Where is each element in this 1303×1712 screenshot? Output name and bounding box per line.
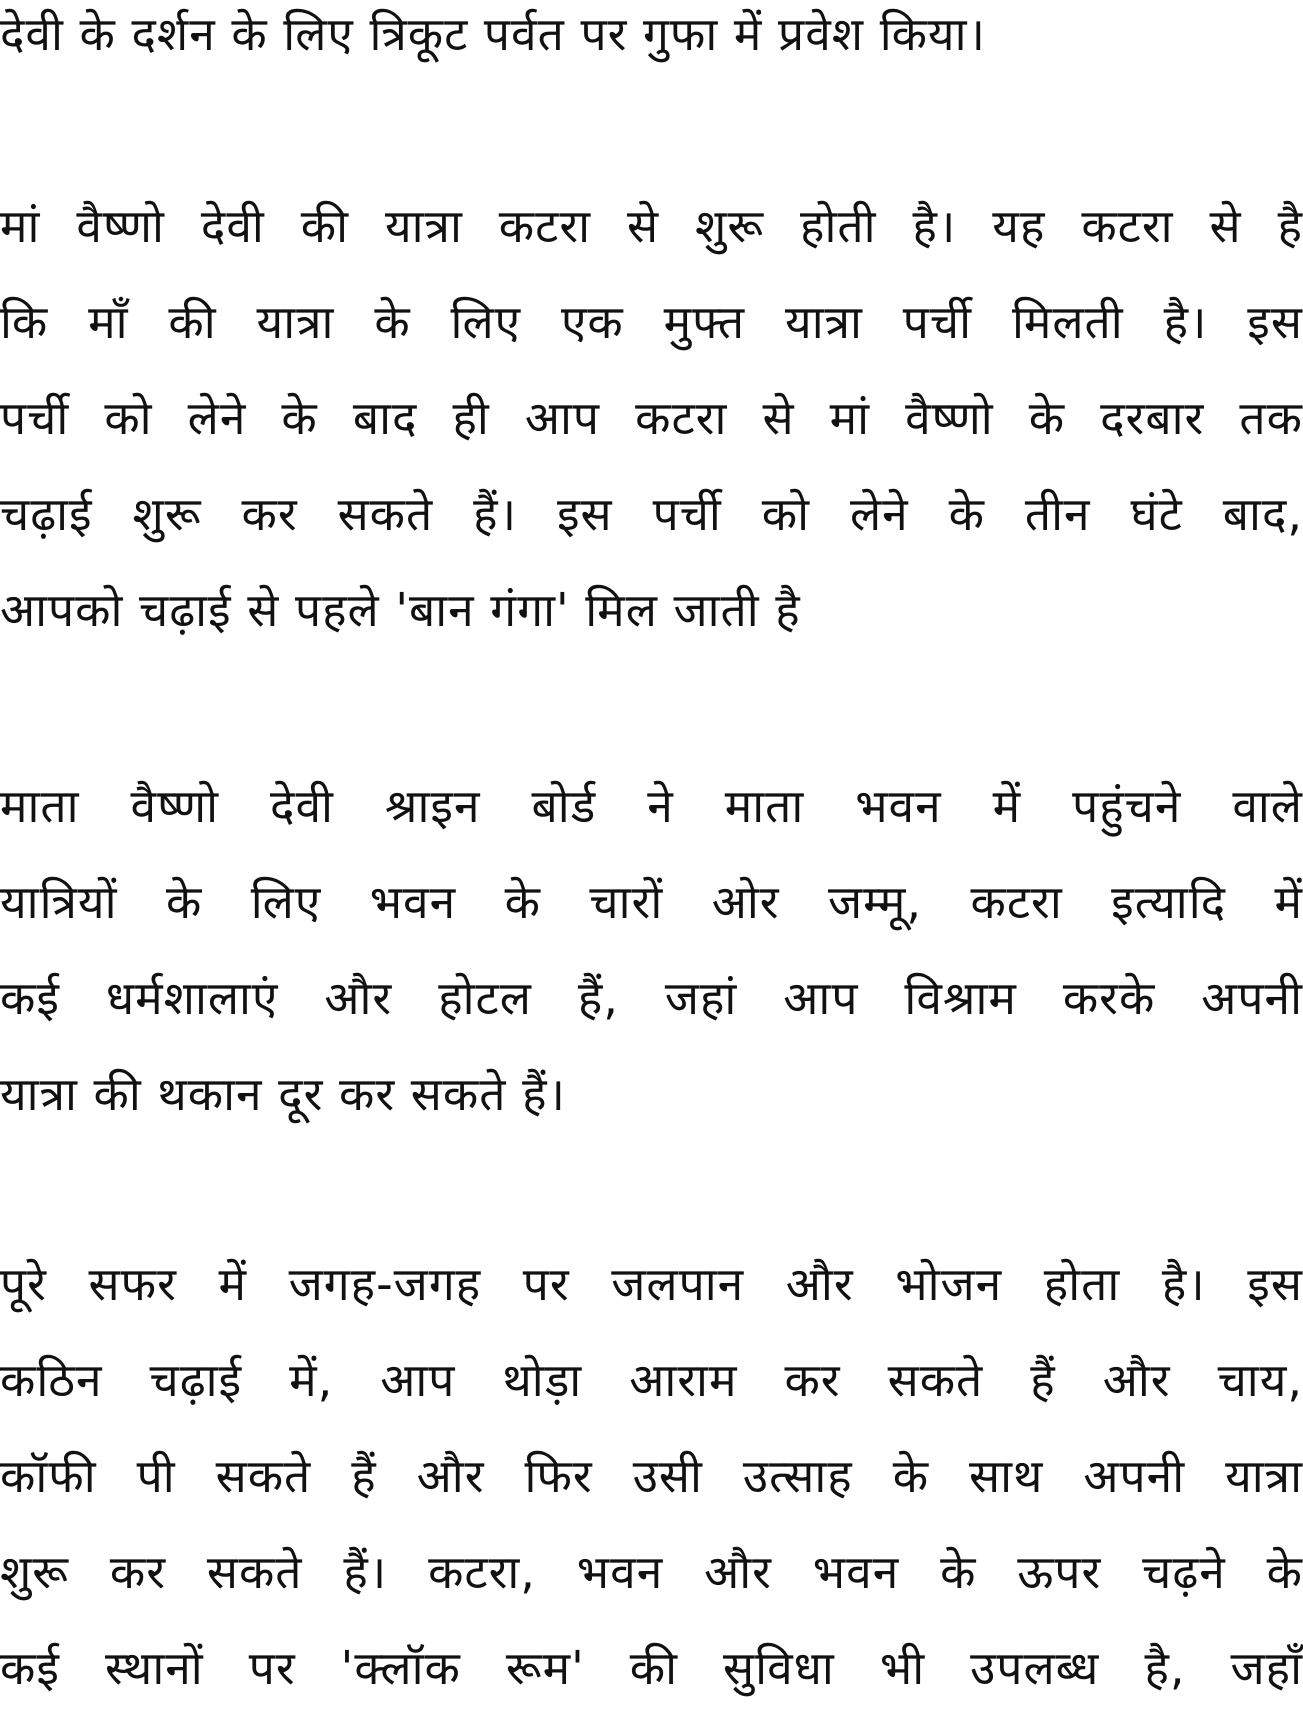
paragraph-shrine-board <box>0 758 1303 1142</box>
text-line: मां वैष्णो देवी की यात्रा कटरा से शुरू होती है। यह कटरा से है <box>0 199 1303 253</box>
text-line: यात्रियों के लिए भवन के चारों ओर जम्मू, कटरा इत्यादि में <box>0 875 1303 929</box>
text-line: पर्ची को लेने के बाद ही आप कटरा से मां वैष्णो के दरबार तक <box>0 391 1303 445</box>
paragraph-katra-start <box>0 178 1303 658</box>
paragraph-cave-entry <box>0 0 1303 82</box>
text-line: आपको चढ़ाई से पहले 'बान गंगा' मिल जाती है <box>0 583 801 637</box>
text-line: कि माँ की यात्रा के लिए एक मुफ्त यात्रा पर्ची मिलती है। इस <box>0 295 1303 349</box>
text-line: कॉफी पी सकते हैं और फिर उसी उत्साह के साथ अपनी यात्रा <box>0 1449 1303 1503</box>
text-line: कई स्थानों पर 'क्लॉक रूम' की सुविधा भी उपलब्ध है, जहाँ <box>0 1641 1303 1695</box>
text-line: पूरे सफर में जगह-जगह पर जलपान और भोजन होता है। इस <box>0 1257 1303 1311</box>
text-line: शुरू कर सकते हैं। कटरा, भवन और भवन के ऊपर चढ़ने के <box>0 1545 1303 1599</box>
text-line: कठिन चढ़ाई में, आप थोड़ा आराम कर सकते हैं और चाय, <box>0 1353 1303 1407</box>
text-line: यात्रा की थकान दूर कर सकते हैं। <box>0 1067 566 1121</box>
text-line: कई धर्मशालाएं और होटल हैं, जहां आप विश्राम करके अपनी <box>0 971 1303 1025</box>
text-line: चढ़ाई शुरू कर सकते हैं। इस पर्ची को लेने के तीन घंटे बाद, <box>0 487 1303 541</box>
text-line: देवी के दर्शन के लिए त्रिकूट पर्वत पर गुफा में प्रवेश किया। <box>0 7 986 61</box>
paragraph-refreshments <box>0 1236 1303 1712</box>
text-line: माता वैष्णो देवी श्राइन बोर्ड ने माता भवन में पहुंचने वाले <box>0 779 1303 833</box>
